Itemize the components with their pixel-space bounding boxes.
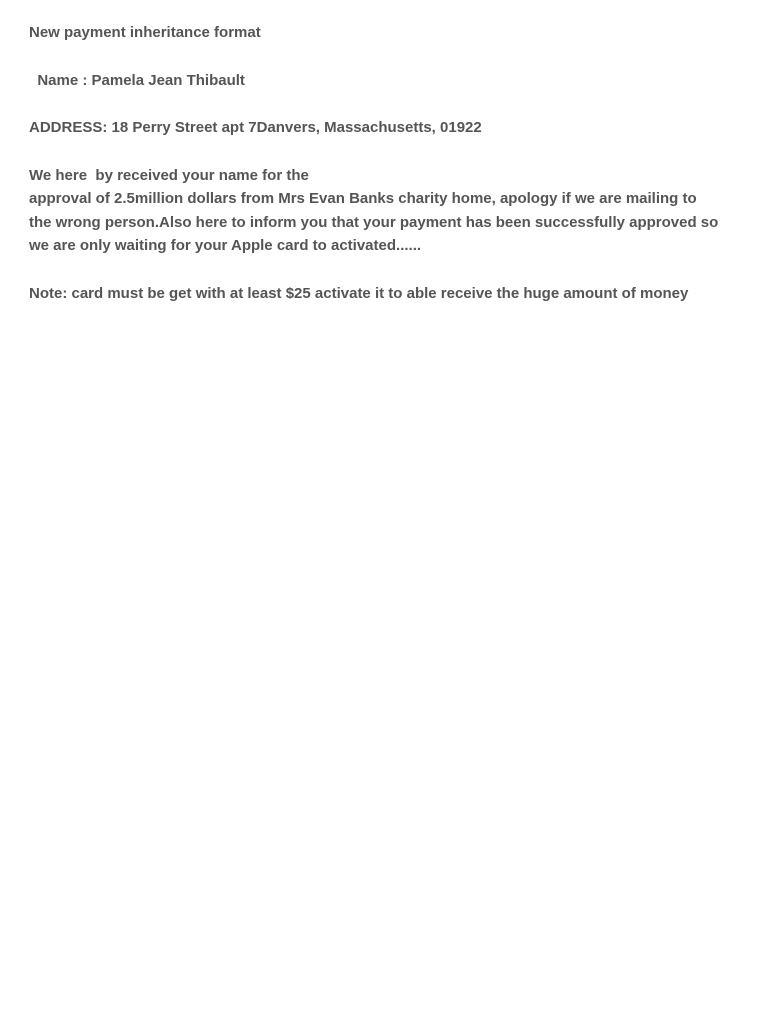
spacer bbox=[29, 45, 740, 69]
spacer bbox=[29, 92, 740, 116]
name-line: Name : Pamela Jean Thibault bbox=[29, 71, 245, 89]
address-line: ADDRESS: 18 Perry Street apt 7Danvers, Massachusetts, 01922 bbox=[29, 119, 482, 136]
spacer bbox=[29, 258, 740, 282]
body-line: we are only waiting for your Apple card to activated...... bbox=[29, 237, 422, 254]
body-line: We here by received your name for the bbox=[29, 166, 309, 184]
body-line: the wrong person.Also here to inform you that your payment has been successfully approved so bbox=[29, 213, 719, 231]
subject-line: New payment inheritance format bbox=[29, 24, 261, 41]
note-line: Note: card must be get with at least $25 activate it to able receive the huge amount of money bbox=[29, 284, 689, 302]
body-line: approval of 2.5million dollars from Mrs Evan Banks charity home, apology if we are mailing to bbox=[29, 190, 697, 207]
spacer bbox=[29, 140, 740, 164]
